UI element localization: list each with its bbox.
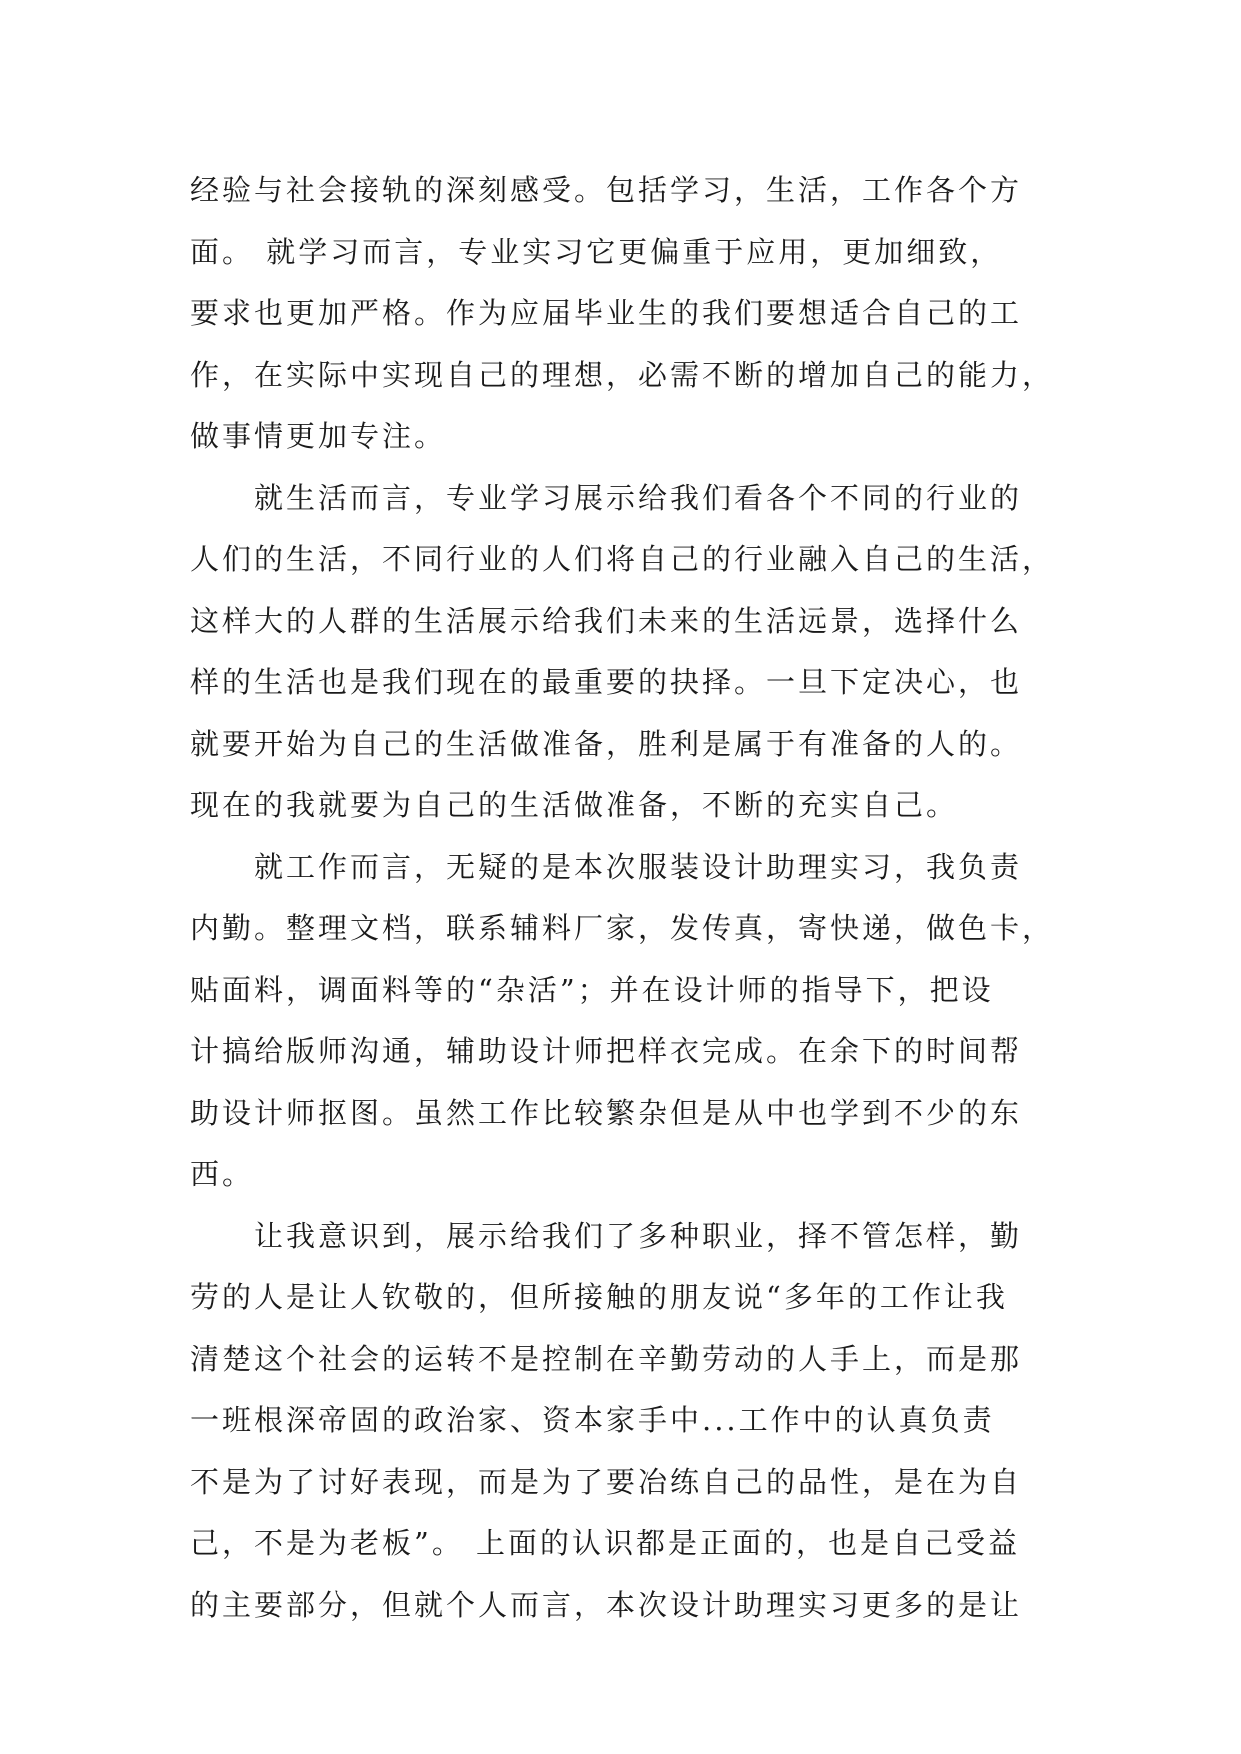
paragraph-3 <box>190 837 1060 1206</box>
text-line: 要求也更加严格。作为应届毕业生的我们要想适合自己的工 <box>190 296 1023 330</box>
text-line: 的主要部分，但就个人而言，本次设计助理实习更多的是让 <box>190 1587 1023 1622</box>
text-line: 劳的人是让人钦敬的，但所接触的朋友说“多年的工作让我 <box>190 1280 1008 1314</box>
paragraph-2 <box>190 468 1060 837</box>
text-line: 贴面料，调面料等的“杂活”；并在设计师的指导下，把设 <box>190 972 994 1007</box>
text-line: 一班根深帝固的政治家、资本家手中...工作中的认真负责 <box>190 1403 995 1437</box>
text-line: 就要开始为自己的生活做准备，胜利是属于有准备的人的。 <box>190 726 1023 761</box>
text-line: 计搞给版师沟通，辅助设计师把样衣完成。在余下的时间帮 <box>190 1034 1023 1068</box>
text-line: 清楚这个社会的运转不是控制在辛勤劳动的人手上，而是那 <box>190 1341 1023 1376</box>
text-line: 现在的我就要为自己的生活做准备，不断的充实自己。 <box>190 788 959 822</box>
text-line: 让我意识到，展示给我们了多种职业，择不管怎样，勤 <box>190 1218 1023 1253</box>
paragraph-1 <box>190 160 1060 468</box>
text-line: 助设计师抠图。虽然工作比较繁杂但是从中也学到不少的东 <box>190 1095 1023 1130</box>
text-line: 就生活而言，专业学习展示给我们看各个不同的行业的 <box>190 480 1023 515</box>
document-body <box>190 160 1060 1636</box>
text-line: 不是为了讨好表现，而是为了要冶练自己的品性，是在为自 <box>190 1464 1023 1499</box>
text-line: 面。 就学习而言，专业实习它更偏重于应用，更加细致， <box>190 234 1003 269</box>
text-line: 己，不是为老板”。 上面的认识都是正面的，也是自己受益 <box>190 1526 1021 1560</box>
text-line: 经验与社会接轨的深刻感受。包括学习，生活，工作各个方 <box>190 173 1023 207</box>
paragraph-4 <box>190 1206 1060 1637</box>
text-line: 这样大的人群的生活展示给我们未来的生活远景，选择什么 <box>190 603 1023 638</box>
text-line: 西。 <box>190 1157 255 1191</box>
text-line: 做事情更加专注。 <box>190 419 447 453</box>
text-line: 作，在实际中实现自己的理想，必需不断的增加自己的能力， <box>190 357 1055 392</box>
text-line: 人们的生活，不同行业的人们将自己的行业融入自己的生活， <box>190 542 1055 576</box>
text-line: 样的生活也是我们现在的最重要的抉择。一旦下定决心，也 <box>190 665 1023 699</box>
text-line: 就工作而言，无疑的是本次服装设计助理实习，我负责 <box>190 849 1023 884</box>
text-line: 内勤。整理文档，联系辅料厂家，发传真，寄快递，做色卡， <box>190 911 1055 945</box>
